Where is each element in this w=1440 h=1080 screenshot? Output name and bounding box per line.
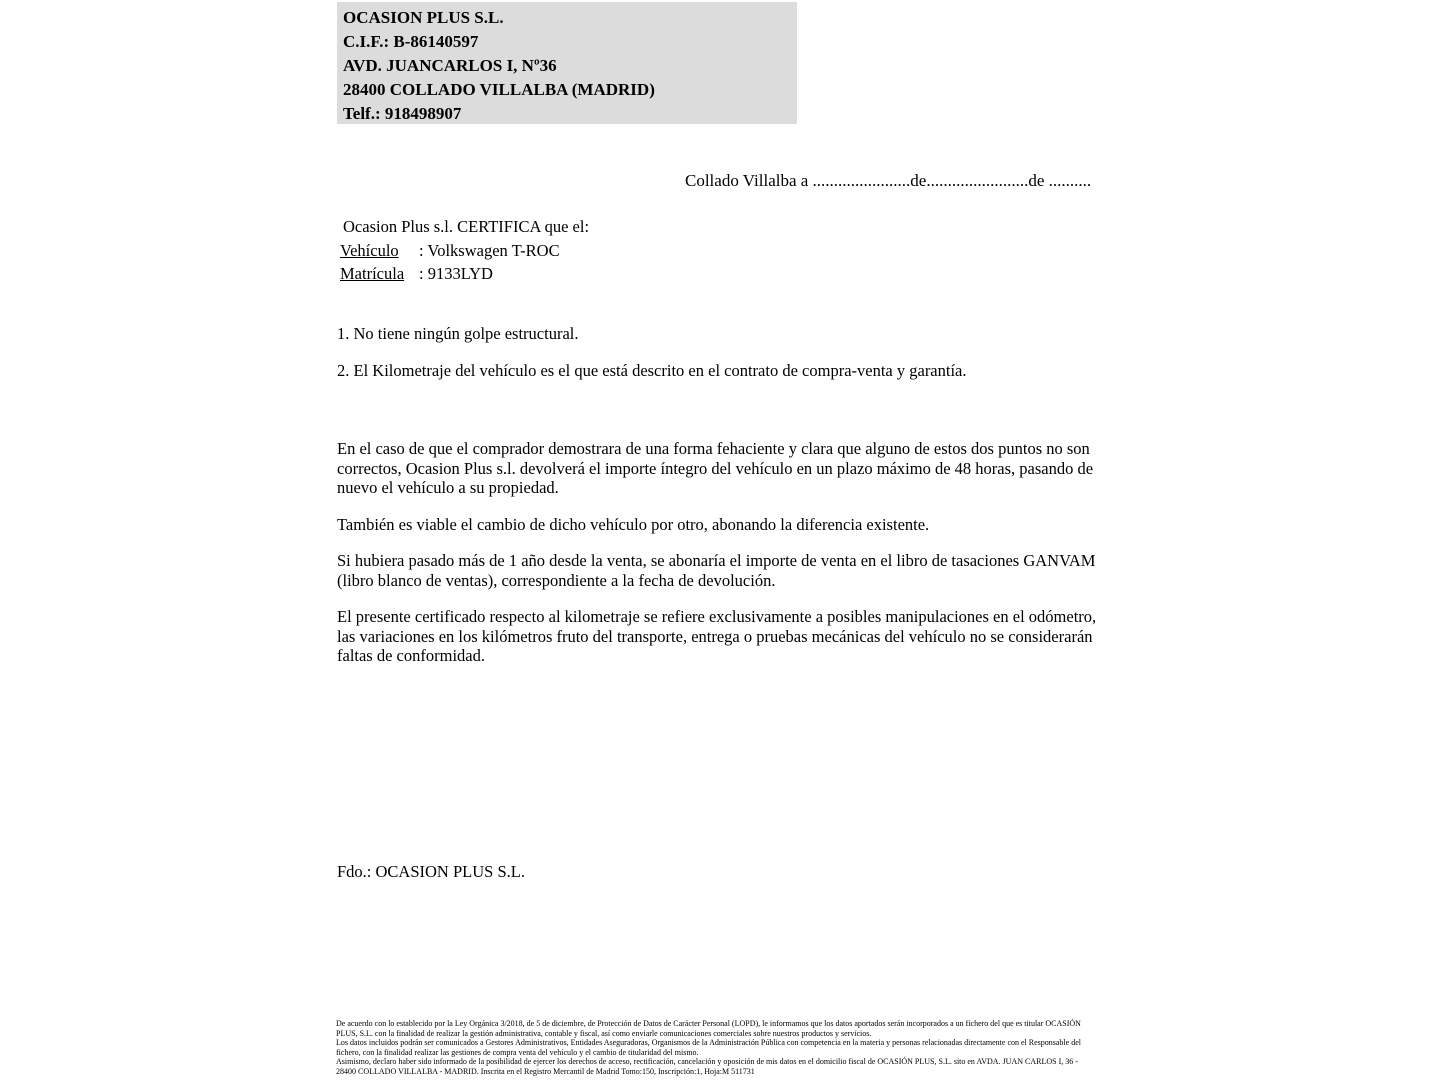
plate-value: : 9133LYD <box>419 264 493 283</box>
signature-line: Fdo.: OCASION PLUS S.L. <box>337 862 525 881</box>
paragraph-exchange: También es viable el cambio de dicho vehículo por otro, abonando la diferencia existente. <box>337 514 930 534</box>
point-1: 1. No tiene ningún golpe estructural. <box>337 324 579 343</box>
paragraph-ganvam: Si hubiera pasado más de 1 año desde la venta, se abonaría el importe de venta en el libro de tasaciones GANVAM (libro blanco de ventas), correspondiente a la fecha de devolución. <box>337 551 1096 590</box>
legal-paragraph-data-sharing: Los datos incluidos podrán ser comunicados a Gestores Administrativos, Entidades Aseguradoras, Organismos de la Administración Pública con competencia en la materia y personas relacionadas directamente con el Responsable del fichero, con la finalidad realizar las gestiones de compra venta del vehículo y el cambio de titularidad del mismo. <box>336 1038 1081 1057</box>
vehicle-label: Vehículo <box>340 240 399 260</box>
legal-paragraph-lopd: De acuerdo con lo establecido por la Ley Orgánica 3/2018, de 5 de diciembre, de Protección de Datos de Carácter Personal (LOPD), le informamos que los datos aportados serán incorporados a un fichero del que es titular OCASIÓN PLUS, S.L. con la finalidad de realizar la gestión administrativa, contable y fiscal, así como enviarle comunicaciones comerciales sobre nuestros productos y servicios. <box>336 1019 1081 1038</box>
vehicle-value: : Volkswagen T-ROC <box>419 240 560 260</box>
paragraph-refund: En el caso de que el comprador demostrara de una forma fehaciente y clara que alguno de estos dos puntos no son correctos, Ocasion Plus s.l. devolverá el importe íntegro del vehículo en un plazo máximo de 48 horas, pasando de nuevo el vehículo a su propiedad. <box>337 439 1094 497</box>
certifies-intro: Ocasion Plus s.l. CERTIFICA que el: <box>343 217 590 236</box>
paragraph-odometer: El presente certificado respecto al kilometraje se refiere exclusivamente a posibles manipulaciones en el odómetro, las variaciones en los kilómetros fruto del transporte, entrega o pruebas mecánicas del vehículo no se considerarán faltas de conformidad. <box>337 607 1097 665</box>
company-header-box <box>337 2 797 124</box>
plate-label-cell <box>340 262 419 286</box>
legal-footer <box>336 1019 1098 1077</box>
certified-points <box>337 324 1102 398</box>
date-line: Collado Villalba a .......................de........................de .......... <box>685 171 1092 190</box>
company-cif: C.I.F.: B-86140597 <box>343 32 479 51</box>
plate-row <box>340 262 840 286</box>
company-name: OCASION PLUS S.L. <box>343 8 504 27</box>
company-city: 28400 COLLADO VILLALBA (MADRID) <box>343 80 655 99</box>
company-phone: Telf.: 918498907 <box>343 104 462 123</box>
certification-block <box>340 215 840 286</box>
vehicle-row <box>340 239 840 263</box>
body-paragraphs <box>337 439 1102 683</box>
legal-paragraph-rights: Asimismo, declaro haber sido informado de la posibilidad de ejercer los derechos de acceso, rectificación, cancelación y oposición de mis datos en el domicilio fiscal de OCASIÓN PLUS, S.L. sito en AVDA. JUAN CARLOS I, 36 - 28400 COLLADO VILLALBA - MADRID. Inscrita en el Registro Mercantil de Madrid Tomo:150, Inscripción:1, Hoja:M 511731 <box>336 1057 1078 1076</box>
company-address: AVD. JUANCARLOS I, Nº36 <box>343 56 557 75</box>
plate-label: Matrícula <box>340 264 405 283</box>
point-2: 2. El Kilometraje del vehículo es el que está descrito en el contrato de compra-venta y garantía. <box>337 361 967 380</box>
vehicle-label-cell <box>340 239 419 263</box>
